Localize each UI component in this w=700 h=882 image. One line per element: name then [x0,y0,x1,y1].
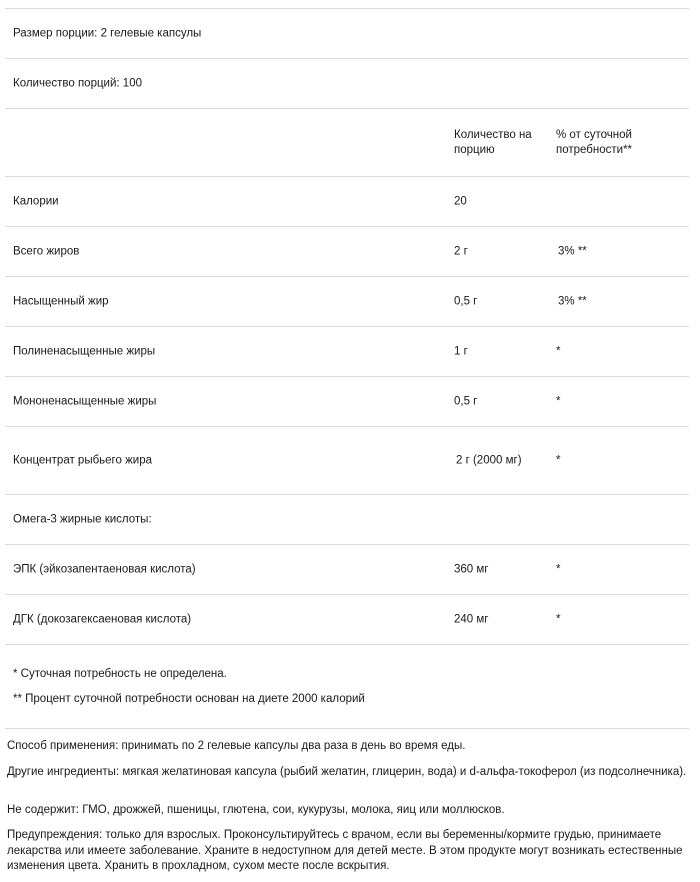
nutrient-name: ЭПК (эйкозапентаеновая кислота) [13,563,196,575]
nutrient-amount: 2 г (2000 мг) [456,454,522,466]
daily-value-column-header: % от суточной потребности** [556,128,633,156]
table-row [5,545,689,594]
nutrient-amount: 20 [454,195,467,207]
warnings: Предупреждения: только для взрослых. Проконсультируйтесь с врачом, если вы беременны/кормите грудью, принимаете лекарства или имеете заболевание. Храните в недоступном для детей месте. В этом продукте могут возникать естественные изменения цвета. Хранить в прохладном, сухом месте после вскрытия. [7,829,683,872]
nutrient-amount: 240 мг [454,613,489,625]
serving-size-row [5,9,689,58]
nutrient-name: ДГК (докозагексаеновая кислота) [13,613,192,625]
nutrient-daily-value: * [556,613,561,625]
nutrient-daily-value: * [556,395,561,407]
nutrient-daily-value: * [556,454,561,466]
table-row [5,427,689,494]
table-row [5,227,689,276]
nutrient-name: Калории [13,195,59,207]
nutrient-amount: 360 мг [454,563,489,575]
divider [5,728,689,729]
table-header-row [5,109,689,176]
nutrient-amount: 2 г [454,245,468,257]
footnote-daily-value-basis: ** Процент суточной потребности основан на диете 2000 калорий [13,693,365,705]
footnotes [5,645,689,730]
nutrient-name: Полиненасыщенные жиры [13,345,156,357]
nutrient-daily-value: 3% ** [558,295,587,307]
serving-size-label: Размер порции: 2 гелевые капсулы [13,27,202,39]
table-row [5,277,689,326]
serving-count-label: Количество порций: 100 [13,77,142,89]
serving-count-row [5,59,689,108]
nutrient-name: Насыщенный жир [13,295,109,307]
table-row [5,377,689,426]
amount-column-header: Количество на порцию [454,128,532,156]
usage-instructions: Способ применения: принимать по 2 гелевые капсулы два раза в день во время еды. [7,740,466,752]
nutrient-daily-value: 3% ** [558,245,587,257]
nutrient-amount: 0,5 г [454,395,478,407]
nutrient-amount: 0,5 г [454,295,478,307]
nutrient-daily-value: * [556,563,561,575]
table-row [5,177,689,226]
nutrient-daily-value: * [556,345,561,357]
nutrient-name: Концентрат рыбьего жира [13,454,152,466]
footnote-not-established: * Суточная потребность не определена. [13,668,227,680]
table-row [5,495,689,544]
nutrient-name: Всего жиров [13,245,80,257]
nutrient-name: Мононенасыщенные жиры [13,395,157,407]
nutrient-group-heading: Омега-3 жирные кислоты: [13,513,152,525]
other-ingredients: Другие ингредиенты: мягкая желатиновая капсула (рыбий желатин, глицерин, вода) и d-альфа-токоферол (из подсолнечника). [7,766,687,778]
table-row [5,595,689,644]
table-row [5,327,689,376]
nutrient-amount: 1 г [454,345,468,357]
supplement-facts-table [5,8,689,645]
free-of-list: Не содержит: ГМО, дрожжей, пшеницы, глютена, сои, кукурузы, молока, яиц или моллюсков. [7,804,505,816]
